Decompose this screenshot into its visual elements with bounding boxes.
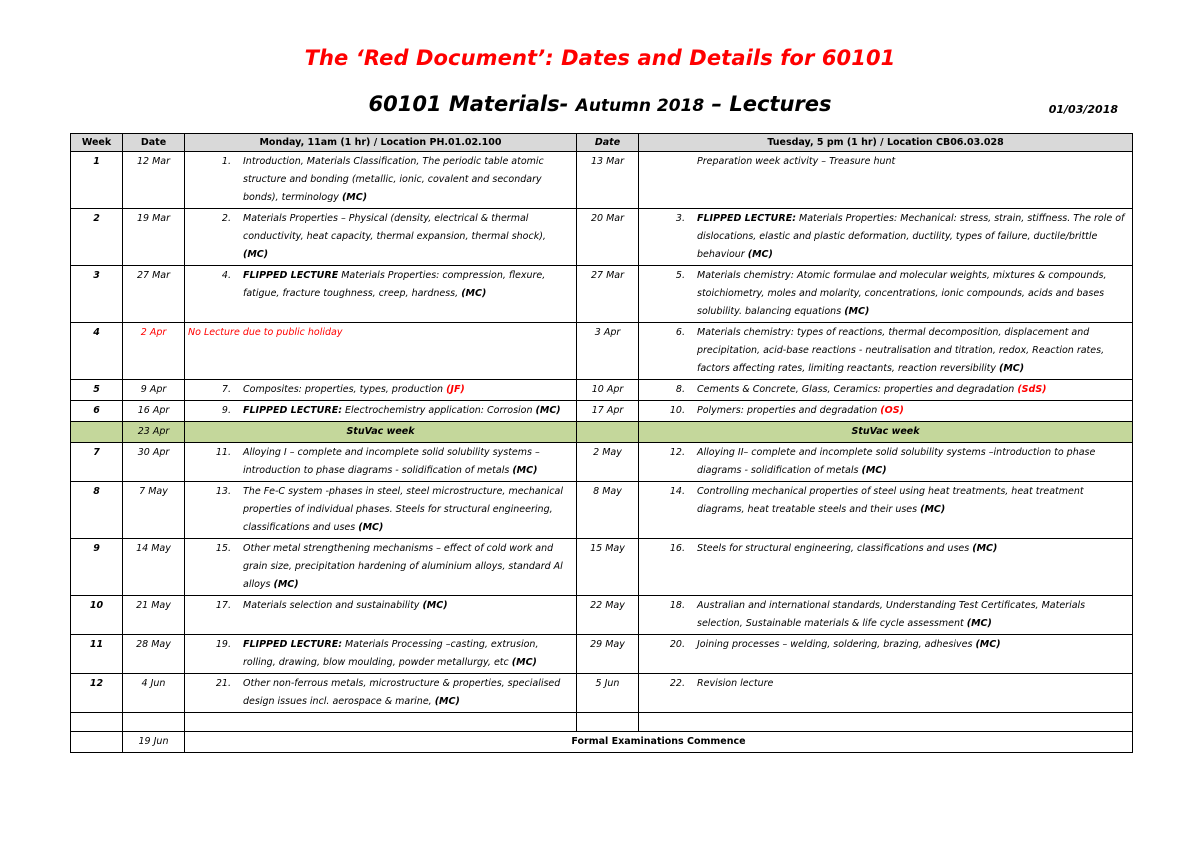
monday-date: 7 May <box>123 482 185 539</box>
mon-lecture-text <box>243 483 573 537</box>
tue-lecture-text <box>697 444 1129 480</box>
tue-lecture-number <box>642 153 697 171</box>
mon-lecture-item <box>188 636 573 672</box>
empty-cell <box>639 713 1133 732</box>
tue-lecturer-tag: (MC) <box>966 618 992 629</box>
date-cell <box>577 422 639 443</box>
week-number: 2 <box>71 209 123 266</box>
mon-lecture-item <box>188 675 573 711</box>
tue-flipped-label: FLIPPED LECTURE: <box>697 213 796 224</box>
mon-lecture-topic: Composites: properties, types, production <box>243 384 444 395</box>
tue-lecture-topic: Cements & Concrete, Glass, Ceramics: properties and degradation <box>697 384 1015 395</box>
tue-lecture-item <box>642 636 1129 654</box>
tue-lecture-topic: Materials chemistry: types of reactions, thermal decomposition, displacement and precipitation, acid-base reactions - neutralisation and titration, redox, Reaction rates, factors affecting rates, limiting reactants, reaction reversibility <box>697 327 1105 374</box>
tue-lecturer-tag: (MC) <box>999 363 1025 374</box>
week-number: 4 <box>71 323 123 380</box>
stuvac-label: StuVac week <box>639 422 1133 443</box>
week-number: 12 <box>71 674 123 713</box>
tue-lecture-cell <box>639 596 1133 635</box>
mon-lecturer-tag: (MC) <box>511 657 537 668</box>
week-number: 3 <box>71 266 123 323</box>
monday-date: 14 May <box>123 539 185 596</box>
mon-lecture-number: 7. <box>221 384 231 395</box>
tue-lecture-text <box>697 540 1129 558</box>
tue-lecture-number: 22. <box>669 678 685 689</box>
monday-date: 19 Mar <box>123 209 185 266</box>
tuesday-date: 8 May <box>577 482 639 539</box>
empty-row <box>71 713 1133 732</box>
mon-lecture-number: 19. <box>215 639 231 650</box>
tue-lecture-item <box>642 402 1129 420</box>
monday-date: 12 Mar <box>123 152 185 209</box>
monday-date: 21 May <box>123 596 185 635</box>
stuvac-row <box>71 422 1133 443</box>
week-number: 8 <box>71 482 123 539</box>
mon-lecture-item <box>188 483 573 537</box>
empty-cell <box>185 713 577 732</box>
table-row <box>71 152 1133 209</box>
tue-lecture-cell <box>639 152 1133 209</box>
mon-flipped-label: FLIPPED LECTURE: <box>243 405 342 416</box>
mon-lecture-cell <box>185 539 577 596</box>
mon-lecture-topic: Materials Properties: compression, flexure, fatigue, fracture toughness, creep, hardness, <box>243 270 546 299</box>
table-body <box>71 152 1133 753</box>
tue-lecture-number: 12. <box>669 447 685 458</box>
tue-lecture-cell <box>639 482 1133 539</box>
tue-lecture-text <box>697 267 1129 321</box>
mon-lecture-topic: Other non-ferrous metals, microstructure & properties, specialised design issues incl. aerospace & marine, <box>243 678 561 707</box>
mon-lecture-cell <box>185 443 577 482</box>
tuesday-date: 10 Apr <box>577 380 639 401</box>
tuesday-date: 27 Mar <box>577 266 639 323</box>
tue-lecture-item <box>642 267 1129 321</box>
mon-lecture-topic: Materials Processing –casting, extrusion, rolling, drawing, blow moulding, powder metallurgy, etc <box>243 639 539 668</box>
tue-lecturer-tag: (OS) <box>880 405 904 416</box>
mon-lecture-item <box>188 381 573 399</box>
header-week: Week <box>71 134 123 152</box>
exam-label: Formal Examinations Commence <box>185 732 1133 753</box>
monday-date: 27 Mar <box>123 266 185 323</box>
tuesday-date: 13 Mar <box>577 152 639 209</box>
document-title: The ‘Red Document’: Dates and Details for 60101 <box>304 46 896 70</box>
mon-lecturer-tag: (MC) <box>273 579 299 590</box>
tue-lecture-number: 3. <box>675 213 685 224</box>
mon-lecture-number: 2. <box>221 213 231 224</box>
mon-lecture-text <box>243 540 573 594</box>
mon-lecture-text <box>243 636 573 672</box>
table-row <box>71 635 1133 674</box>
tue-lecture-topic: Steels for structural engineering, classifications and uses <box>697 543 973 554</box>
mon-lecture-cell <box>185 674 577 713</box>
week-number: 7 <box>71 443 123 482</box>
tue-lecture-cell <box>639 401 1133 422</box>
mon-lecture-number: 9. <box>221 405 231 416</box>
week-number: 9 <box>71 539 123 596</box>
tuesday-date: 17 Apr <box>577 401 639 422</box>
tue-lecture-text <box>697 210 1129 264</box>
mon-lecturer-tag: (MC) <box>243 249 269 260</box>
mon-lecture-text <box>243 153 573 207</box>
mon-lecture-cell <box>185 152 577 209</box>
mon-lecture-cell <box>185 209 577 266</box>
mon-lecture-cell <box>185 596 577 635</box>
header-tuesday: Tuesday, 5 pm (1 hr) / Location CB06.03.028 <box>639 134 1133 152</box>
mon-lecture-text <box>243 444 573 480</box>
tue-lecture-item <box>642 597 1129 633</box>
table-row <box>71 596 1133 635</box>
mon-lecture-topic: Materials selection and sustainability <box>243 600 420 611</box>
tue-lecture-cell <box>639 443 1133 482</box>
mon-lecturer-tag: (MC) <box>535 405 561 416</box>
monday-date: 28 May <box>123 635 185 674</box>
tue-lecture-text <box>697 402 1129 420</box>
tue-lecture-topic: Materials Properties: Mechanical: stress, strain, stiffness. The role of dislocations, elastic and plastic deformation, ductility, types of failure, ductile/brittle behaviour <box>697 213 1125 260</box>
mon-lecture-text <box>243 675 573 711</box>
tue-lecturer-tag: (MC) <box>972 543 998 554</box>
tue-lecture-cell <box>639 635 1133 674</box>
mon-lecture-topic: Introduction, Materials Classification, The periodic table atomic structure and bonding (metallic, ionic, covalent and secondary bonds), terminology <box>243 156 544 203</box>
monday-date: 4 Jun <box>123 674 185 713</box>
tue-lecture-topic: Revision lecture <box>697 678 774 689</box>
mon-lecture-text <box>243 402 573 420</box>
empty-cell <box>123 713 185 732</box>
header-date-tuesday: Date <box>577 134 639 152</box>
mon-lecture-cell <box>185 380 577 401</box>
table-row <box>71 401 1133 422</box>
tue-lecture-text <box>697 675 1129 693</box>
holiday-notice: No Lecture due to public holiday <box>185 323 577 380</box>
mon-lecture-number: 4. <box>221 270 231 281</box>
mon-lecture-text <box>243 267 573 303</box>
tue-lecture-cell <box>639 323 1133 380</box>
tue-lecture-number: 20. <box>669 639 685 650</box>
tue-lecture-number: 14. <box>669 486 685 497</box>
week-number: 11 <box>71 635 123 674</box>
mon-lecturer-tag: (MC) <box>434 696 460 707</box>
monday-date: 2 Apr <box>123 323 185 380</box>
table-row <box>71 266 1133 323</box>
tue-lecturer-tag: (SdS) <box>1017 384 1047 395</box>
tue-lecture-cell <box>639 674 1133 713</box>
week-cell <box>71 422 123 443</box>
date-cell: 23 Apr <box>123 422 185 443</box>
tue-lecture-cell <box>639 209 1133 266</box>
mon-lecture-cell <box>185 401 577 422</box>
table-row <box>71 674 1133 713</box>
mon-lecture-number: 17. <box>215 600 231 611</box>
week-cell <box>71 732 123 753</box>
lecture-schedule-table <box>70 133 1133 753</box>
tuesday-date: 5 Jun <box>577 674 639 713</box>
tue-lecture-text <box>697 153 1129 171</box>
tue-lecture-number: 18. <box>669 600 685 611</box>
table-row <box>71 443 1133 482</box>
mon-lecturer-tag: (JF) <box>446 384 465 395</box>
week-number: 1 <box>71 152 123 209</box>
tue-lecture-topic: Polymers: properties and degradation <box>697 405 878 416</box>
tue-lecture-number: 5. <box>675 270 685 281</box>
mon-lecture-text <box>243 381 573 399</box>
mon-lecture-cell <box>185 266 577 323</box>
monday-date: 9 Apr <box>123 380 185 401</box>
tuesday-date: 15 May <box>577 539 639 596</box>
mon-lecture-cell <box>185 482 577 539</box>
course-term: Autumn 2018 <box>575 96 705 116</box>
tue-lecture-text <box>697 636 1129 654</box>
tue-lecture-number: 8. <box>675 384 685 395</box>
mon-lecture-topic: Other metal strengthening mechanisms – effect of cold work and grain size, precipitation hardening of aluminium alloys, standard Al alloys <box>243 543 563 590</box>
mon-lecture-topic: The Fe-C system -phases in steel, steel microstructure, mechanical properties of individual phases. Steels for structural engineering, classifications and uses <box>243 486 563 533</box>
tue-lecture-item <box>642 324 1129 378</box>
tue-lecture-number: 16. <box>669 543 685 554</box>
mon-lecture-topic: Materials Properties – Physical (density, electrical & thermal conductivity, heat capacity, thermal expansion, thermal shock), <box>243 213 546 242</box>
tue-lecture-cell <box>639 539 1133 596</box>
exam-date: 19 Jun <box>123 732 185 753</box>
empty-cell <box>71 713 123 732</box>
mon-lecture-number: 1. <box>221 156 231 167</box>
mon-lecture-number: 13. <box>215 486 231 497</box>
mon-lecture-item <box>188 402 573 420</box>
tue-lecture-topic: Australian and international standards, Understanding Test Certificates, Materials selection, Sustainable materials & life cycle assessment <box>697 600 1086 629</box>
table-row <box>71 380 1133 401</box>
mon-lecture-item <box>188 267 573 303</box>
mon-lecture-cell <box>185 635 577 674</box>
tuesday-date: 20 Mar <box>577 209 639 266</box>
tue-lecturer-tag: (MC) <box>844 306 870 317</box>
tue-lecturer-tag: (MC) <box>920 504 946 515</box>
mon-flipped-label: FLIPPED LECTURE: <box>243 639 342 650</box>
tue-lecture-item <box>642 675 1129 693</box>
tue-lecture-text <box>697 381 1129 399</box>
tue-lecturer-tag: (MC) <box>861 465 887 476</box>
week-number: 5 <box>71 380 123 401</box>
mon-lecture-number: 21. <box>215 678 231 689</box>
course-name: 60101 Materials- <box>368 92 569 116</box>
tue-lecturer-tag: (MC) <box>975 639 1001 650</box>
mon-lecture-text <box>243 210 573 264</box>
tue-lecture-topic: Controlling mechanical properties of steel using heat treatments, heat treatment diagrams, heat treatable steels and their uses <box>697 486 1084 515</box>
mon-lecture-item <box>188 597 573 615</box>
course-heading-tail: – Lectures <box>711 92 832 116</box>
course-heading <box>0 92 1200 116</box>
monday-date: 16 Apr <box>123 401 185 422</box>
tue-lecture-text <box>697 483 1129 519</box>
header-monday: Monday, 11am (1 hr) / Location PH.01.02.100 <box>185 134 577 152</box>
empty-cell <box>577 713 639 732</box>
mon-flipped-label: FLIPPED LECTURE <box>243 270 339 281</box>
tue-lecture-text <box>697 597 1129 633</box>
tue-lecturer-tag: (MC) <box>747 249 773 260</box>
table-row <box>71 482 1133 539</box>
tue-lecture-topic: Materials chemistry: Atomic formulae and molecular weights, mixtures & compounds, stoichiometry, moles and molarity, concentrations, ionic compounds, acids and bases solubility. balancing equations <box>697 270 1107 317</box>
mon-lecturer-tag: (MC) <box>512 465 538 476</box>
tue-lecture-item <box>642 540 1129 558</box>
mon-lecturer-tag: (MC) <box>422 600 448 611</box>
tuesday-date: 2 May <box>577 443 639 482</box>
mon-lecture-number: 15. <box>215 543 231 554</box>
tue-lecture-topic: Alloying II– complete and incomplete solid solubility systems –introduction to phase diagrams - solidification of metals <box>697 447 1096 476</box>
tue-lecture-item <box>642 483 1129 519</box>
tue-lecture-topic: Preparation week activity – Treasure hunt <box>697 156 896 167</box>
tue-lecture-number: 6. <box>675 327 685 338</box>
tue-lecture-number: 10. <box>669 405 685 416</box>
mon-lecture-item <box>188 210 573 264</box>
mon-lecturer-tag: (MC) <box>461 288 487 299</box>
tue-lecture-topic: Joining processes – welding, soldering, brazing, adhesives <box>697 639 973 650</box>
mon-lecture-item <box>188 444 573 480</box>
mon-lecture-topic: Alloying I – complete and incomplete solid solubility systems – introduction to phase diagrams - solidification of metals <box>243 447 540 476</box>
header-date-monday: Date <box>123 134 185 152</box>
tue-lecture-item <box>642 210 1129 264</box>
tue-lecture-text <box>697 324 1129 378</box>
stuvac-label: StuVac week <box>185 422 577 443</box>
table-row <box>71 539 1133 596</box>
document-date: 01/03/2018 <box>1048 103 1118 116</box>
table-row <box>71 323 1133 380</box>
monday-date: 30 Apr <box>123 443 185 482</box>
tuesday-date: 3 Apr <box>577 323 639 380</box>
mon-lecture-number: 11. <box>215 447 231 458</box>
table-row <box>71 209 1133 266</box>
week-number: 10 <box>71 596 123 635</box>
table-header-row <box>71 134 1133 152</box>
tue-lecture-cell <box>639 266 1133 323</box>
mon-lecture-item <box>188 540 573 594</box>
mon-lecture-text <box>243 597 573 615</box>
week-number: 6 <box>71 401 123 422</box>
tue-lecture-item <box>642 153 1129 171</box>
mon-lecturer-tag: (MC) <box>358 522 384 533</box>
mon-lecturer-tag: (MC) <box>341 192 368 203</box>
tuesday-date: 22 May <box>577 596 639 635</box>
mon-lecture-topic: Electrochemistry application: Corrosion <box>342 405 533 416</box>
exam-row <box>71 732 1133 753</box>
tue-lecture-item <box>642 444 1129 480</box>
tue-lecture-cell <box>639 380 1133 401</box>
tuesday-date: 29 May <box>577 635 639 674</box>
tue-lecture-item <box>642 381 1129 399</box>
mon-lecture-item <box>188 153 573 207</box>
